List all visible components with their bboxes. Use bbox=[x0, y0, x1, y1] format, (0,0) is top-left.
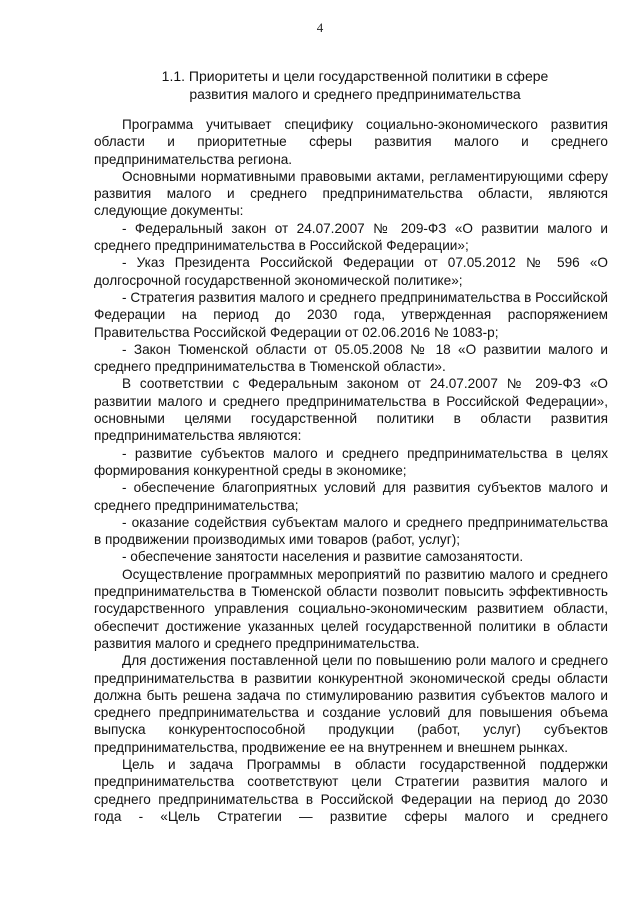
paragraph-task: Для достижения поставленной цели по повышению роли малого и среднего предпринимательства в развитии конкурентной экономической среды области должна быть решена задача по стимулированию развития субъектов малого и среднего предпринимательства и создание условий для повышения объема выпуска конкурентоспособной продукции (работ, услуг) субъектов предпринимательства, продвижение ее на внутреннем и внешнем рынках. bbox=[94, 653, 608, 755]
list-item-federal-law: - Федеральный закон от 24.07.2007 № 209-ФЗ «О развитии малого и среднего предпринимательства в Российской Федерации»; bbox=[94, 220, 608, 254]
list-item-strategy: - Стратегия развития малого и среднего предпринимательства в Российской Федерации на период до 2030 года, утвержденная распоряжением Правительства Российской Федерации от 02.06.2016 № 1083-р; bbox=[94, 289, 608, 340]
list-item-goal-employment: - обеспечение занятости населения и развитие самозанятости. bbox=[122, 549, 524, 565]
paragraph-legal-acts: Основными нормативными правовыми актами, регламентирующими сферу развития малого и среднего предпринимательства области, являются следующие документы: bbox=[94, 168, 608, 219]
list-item-goal-promotion: - оказание содействия субъектам малого и среднего предпринимательства в продвижении производимых ими товаров (работ, услуг); bbox=[94, 514, 608, 548]
page-number: 4 bbox=[316, 20, 324, 35]
list-item-goal-competition: - развитие субъектов малого и среднего предпринимательства в целях формирования конкурентной среды в экономике; bbox=[94, 445, 608, 478]
list-item-regional-law: - Закон Тюменской области от 05.05.2008 № 18 «О развитии малого и среднего предпринимательства в Тюменской области». bbox=[94, 341, 608, 375]
list-item-presidential-decree: - Указ Президента Российской Федерации от 07.05.2012 № 596 «О долгосрочной государственной экономической политике»; bbox=[94, 255, 608, 288]
paragraph-intro: Программа учитывает специфику социально-экономического развития области и приоритетные сферы развития малого и среднего предпринимательства региона. bbox=[94, 117, 608, 167]
paragraph-policy-goals: В соответствии с Федеральным законом от 24.07.2007 № 209-ФЗ «О развитии малого и среднего предпринимательства в Российской Федерации», основными целями государственной политики в области развития предпринимательства являются: bbox=[94, 376, 608, 444]
list-item-goal-conditions: - обеспечение благоприятных условий для развития субъектов малого и среднего предпринимательства; bbox=[94, 480, 608, 513]
paragraph-implementation: Осуществление программных мероприятий по развитию малого и среднего предпринимательства в Тюменской области позволит повысить эффективность государственного управления социально-экономическим развитием области, обеспечит достижение указанных целей государственной политики в области развития малого и среднего предпринимательства. bbox=[94, 566, 608, 651]
paragraph-strategy-alignment: Цель и задача Программы в области государственной поддержки предпринимательства соответствуют цели Стратегии развития малого и среднего предпринимательства в Российской Федерации на период до 2030 года - «Цель Стратегии — развитие сферы малого и среднего bbox=[94, 756, 608, 824]
document-body bbox=[94, 116, 608, 825]
section-heading: 1.1. Приоритеты и цели государственной политики в сфере развития малого и среднего предпринимательства bbox=[161, 68, 549, 102]
